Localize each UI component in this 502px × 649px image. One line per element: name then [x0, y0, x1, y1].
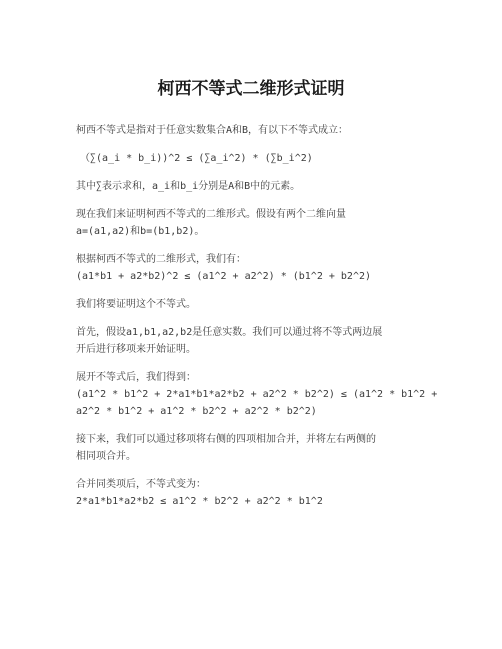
paragraph-combined: 合并同类项后，不等式变为： 2*a1*b1*a2*b2 ≤ a1^2 * b2^2 + a2^2 * b1^2 [76, 479, 323, 507]
paragraph-step-expand: 首先，假设a1,b1,a2,b2是任意实数。我们可以通过将不等式两边展 开后进行移项来开始证明。 [76, 327, 383, 355]
paragraph-2d-form: 根据柯西不等式的二维形式，我们有： (a1*b1 + a2*b2)^2 ≤ (a1^2 + a2^2) * (b1^2 + b2^2) [76, 254, 372, 282]
paragraph-definition: 柯西不等式是指对于任意实数集合A和B，有以下不等式成立： [76, 125, 349, 136]
document-body [76, 122, 438, 521]
document-title: 柯西不等式二维形式证明 [157, 79, 345, 99]
formula-cauchy-general: （∑(a_i * b_i))^2 ≤ (∑a_i^2) * (∑b_i^2) [80, 153, 313, 164]
paragraph-step-combine: 接下来，我们可以通过移项将右侧的四项相加合并，并将左右两侧的 相同项合并。 [76, 434, 376, 462]
paragraph-vectors: 现在我们来证明柯西不等式的二维形式。假设有两个二维向量 a=(a1,a2)和b=(b1,b2)。 [76, 209, 346, 237]
paragraph-notation: 其中∑表示求和，a_i和b_i分别是A和B中的元素。 [76, 181, 301, 192]
paragraph-goal: 我们将要证明这个不等式。 [76, 299, 196, 310]
paragraph-expanded: 展开不等式后，我们得到： (a1^2 * b1^2 + 2*a1*b1*a2*b2 + a2^2 * b2^2) ≤ (a1^2 * b1^2 + a2^2 * b1^2 + a1^2 * b2^2 + a2^2 * b2^2) [76, 372, 438, 417]
